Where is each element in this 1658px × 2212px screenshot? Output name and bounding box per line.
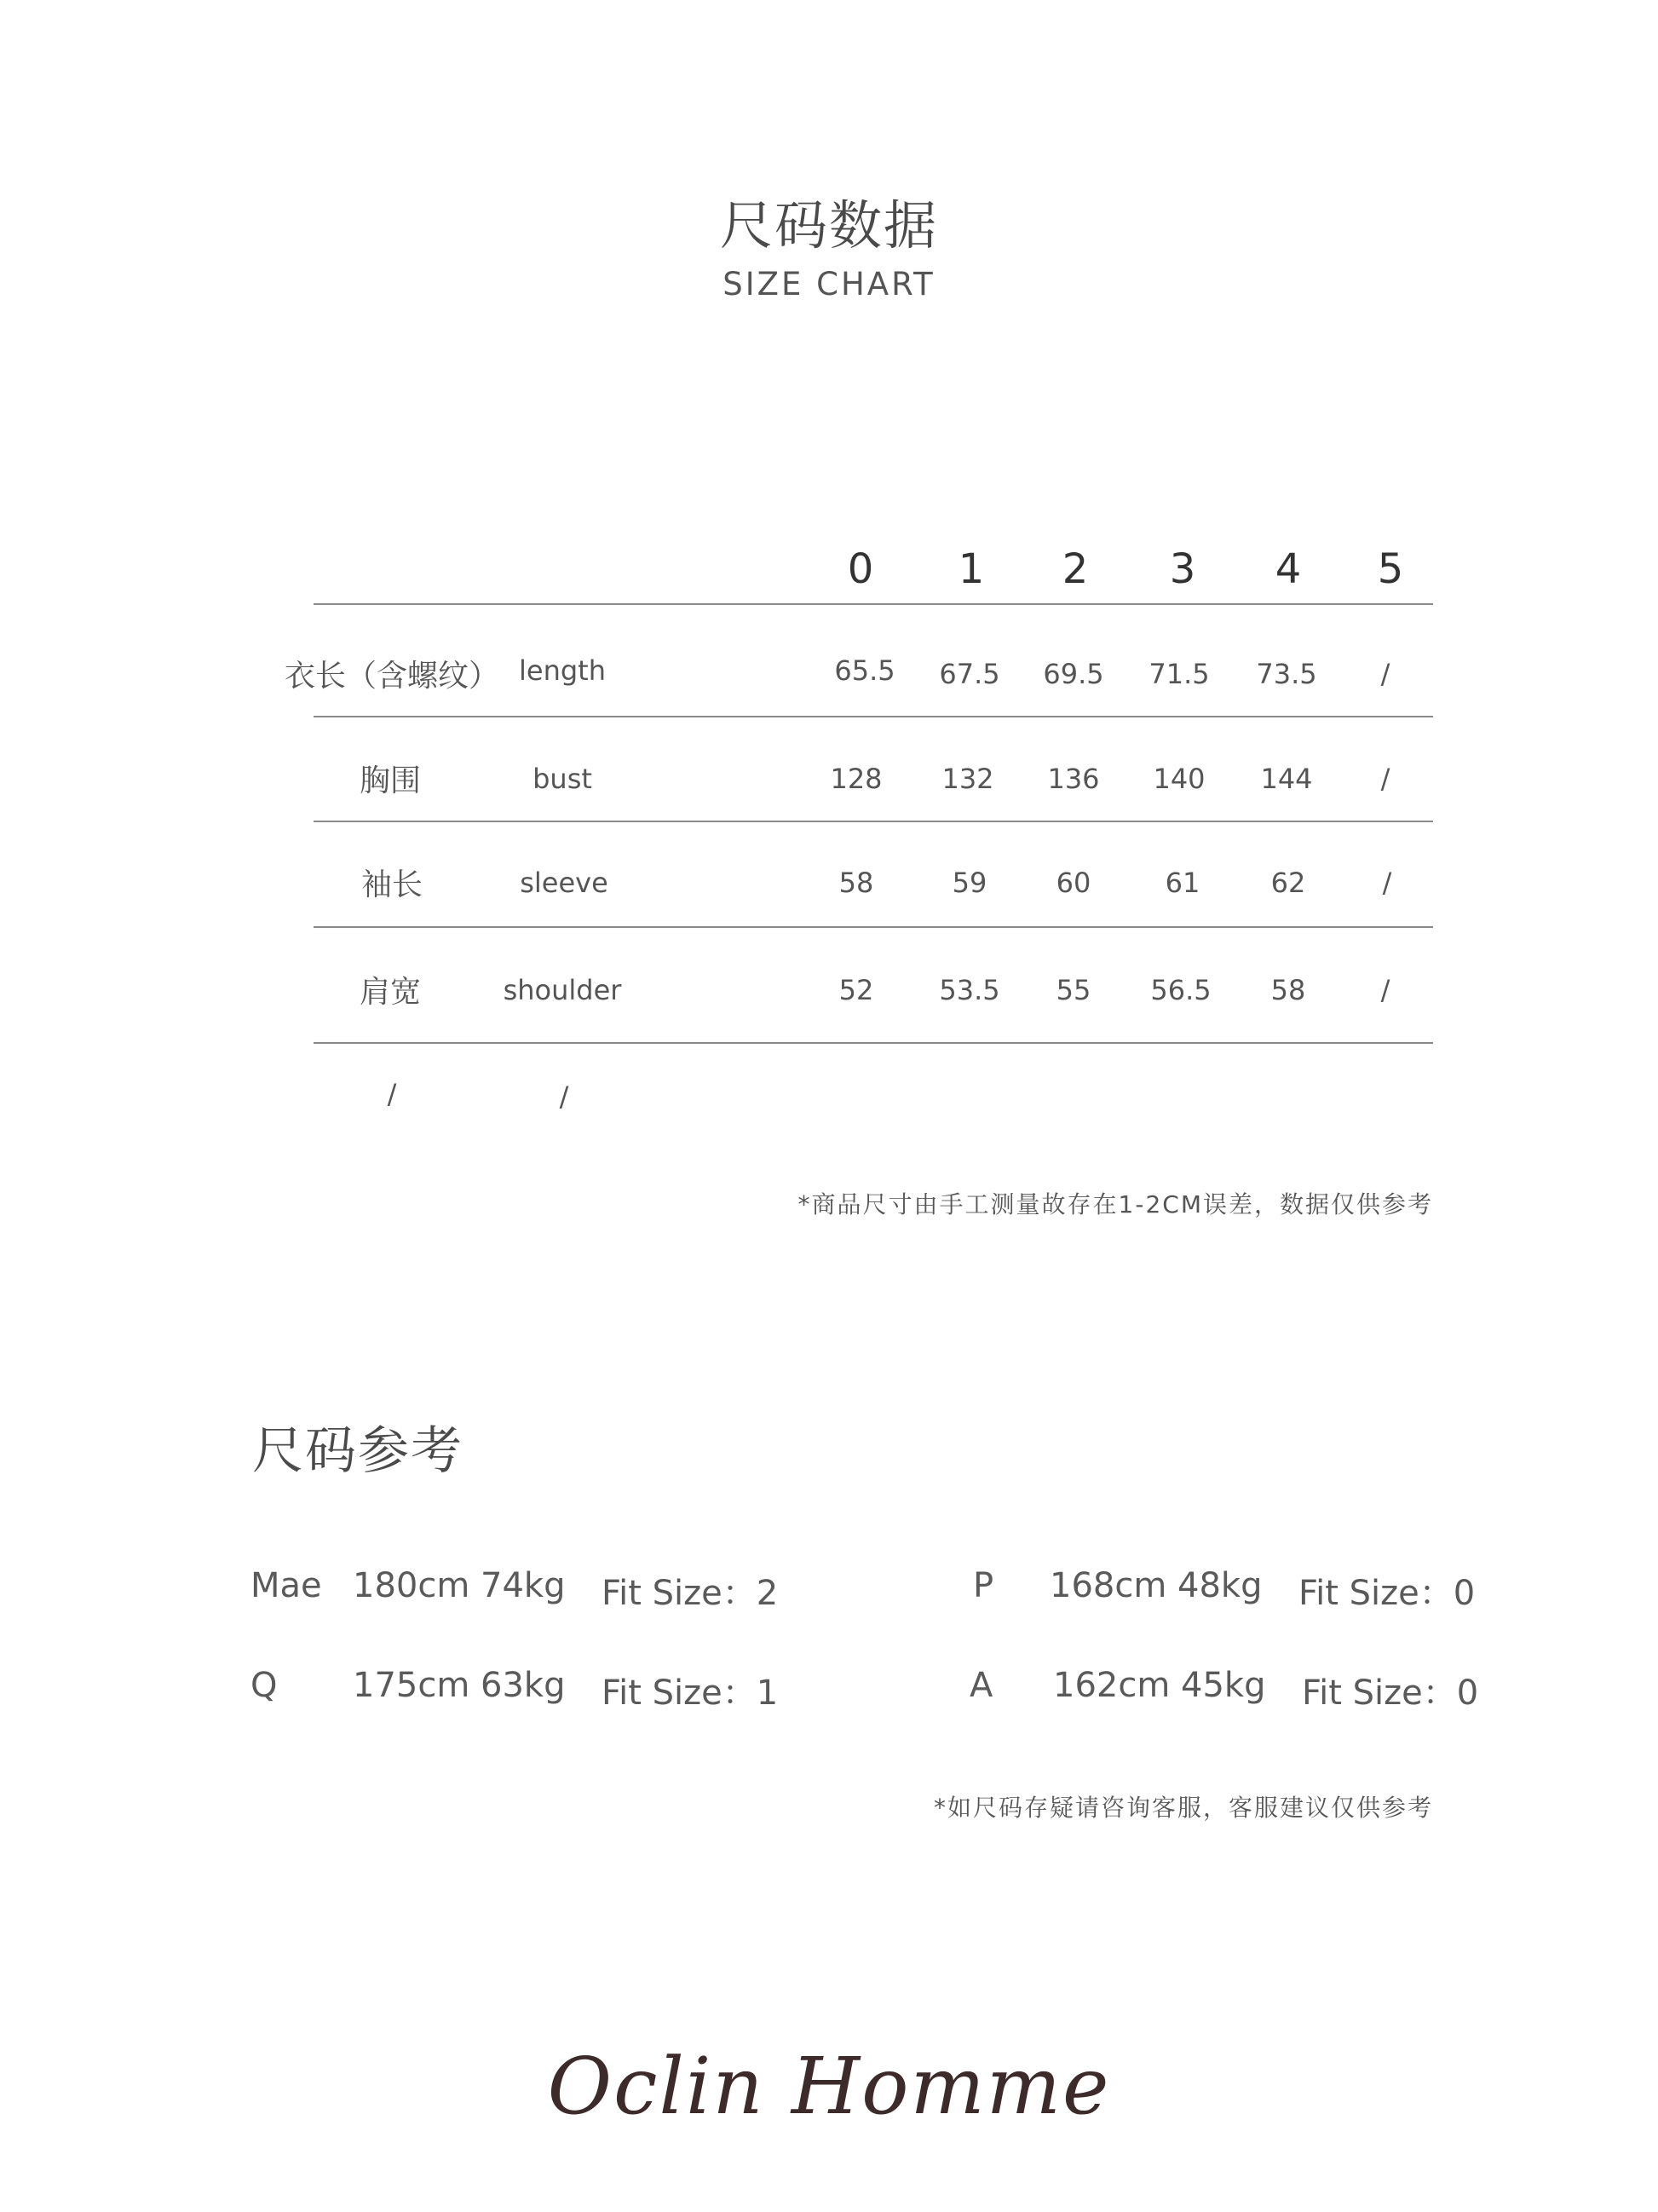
model-name: Mae bbox=[250, 1566, 322, 1605]
row-label-en: length bbox=[519, 654, 606, 687]
row-label-en: shoulder bbox=[503, 974, 622, 1006]
model-fit-size: Fit Size：0 bbox=[1302, 1673, 1479, 1713]
table-cell: 128 bbox=[830, 763, 883, 795]
page-subtitle: SIZE CHART bbox=[722, 266, 936, 302]
model-name: P bbox=[973, 1566, 994, 1605]
table-cell: 58 bbox=[1270, 974, 1306, 1006]
row-label-en: sleeve bbox=[520, 867, 608, 899]
table-cell: 53.5 bbox=[939, 974, 1000, 1006]
model-stats: 162cm 45kg bbox=[1053, 1666, 1266, 1705]
table-cell: 55 bbox=[1056, 974, 1091, 1006]
table-cell: 56.5 bbox=[1150, 974, 1212, 1006]
table-cell: 60 bbox=[1056, 867, 1091, 899]
table-cell: / bbox=[1380, 974, 1390, 1006]
table-cell: / bbox=[1380, 658, 1390, 690]
table-cell: 62 bbox=[1270, 867, 1306, 899]
size-header-4: 4 bbox=[1275, 545, 1302, 593]
model-stats: 168cm 48kg bbox=[1050, 1566, 1263, 1605]
table-cell: 136 bbox=[1047, 763, 1100, 795]
table-divider bbox=[314, 1042, 1433, 1044]
model-stats: 180cm 74kg bbox=[353, 1566, 566, 1605]
table-cell: 65.5 bbox=[834, 654, 895, 687]
size-header-2: 2 bbox=[1062, 545, 1089, 593]
row-label-cn: 肩宽 bbox=[360, 975, 422, 1010]
brand-logo: Oclin Homme bbox=[547, 2041, 1111, 2132]
row-label-en: bust bbox=[533, 763, 592, 795]
table-divider bbox=[314, 821, 1433, 822]
table-cell: 52 bbox=[838, 974, 874, 1006]
model-fit-size: Fit Size：1 bbox=[602, 1673, 779, 1713]
service-note: *如尺码存疑请咨询客服，客服建议仅供参考 bbox=[933, 1794, 1433, 1822]
table-cell: 67.5 bbox=[939, 658, 1000, 690]
row-label-cn: 袖长 bbox=[361, 867, 423, 902]
row-label-cn: 胸围 bbox=[360, 763, 422, 798]
table-cell: 58 bbox=[838, 867, 874, 899]
table-cell: 132 bbox=[941, 763, 994, 795]
table-cell: 73.5 bbox=[1256, 658, 1317, 690]
size-header-0: 0 bbox=[847, 545, 874, 593]
table-divider bbox=[314, 603, 1433, 605]
size-header-3: 3 bbox=[1169, 545, 1196, 593]
row-label-cn: / bbox=[387, 1078, 397, 1110]
model-fit-size: Fit Size：2 bbox=[602, 1574, 779, 1613]
model-name: Q bbox=[250, 1666, 278, 1705]
measurement-note: *商品尺寸由手工测量故存在1-2CM误差，数据仅供参考 bbox=[797, 1190, 1433, 1218]
page-title: 尺码数据 bbox=[719, 194, 938, 256]
table-cell: / bbox=[1380, 763, 1390, 795]
table-cell: / bbox=[1382, 867, 1392, 899]
model-fit-size: Fit Size：0 bbox=[1298, 1574, 1476, 1613]
section-title: 尺码参考 bbox=[252, 1421, 463, 1481]
model-name: A bbox=[970, 1666, 993, 1705]
table-cell: 71.5 bbox=[1149, 658, 1210, 690]
table-cell: 61 bbox=[1165, 867, 1200, 899]
table-cell: 144 bbox=[1260, 763, 1313, 795]
table-divider bbox=[314, 926, 1433, 928]
row-label-cn: 衣长（含螺纹） bbox=[285, 659, 500, 694]
size-header-5: 5 bbox=[1377, 545, 1404, 593]
table-cell: 140 bbox=[1153, 763, 1206, 795]
row-label-en: / bbox=[559, 1080, 569, 1113]
table-divider bbox=[314, 716, 1433, 717]
table-cell: 69.5 bbox=[1043, 658, 1104, 690]
model-stats: 175cm 63kg bbox=[353, 1666, 566, 1705]
size-header-1: 1 bbox=[958, 545, 985, 593]
table-cell: 59 bbox=[952, 867, 987, 899]
